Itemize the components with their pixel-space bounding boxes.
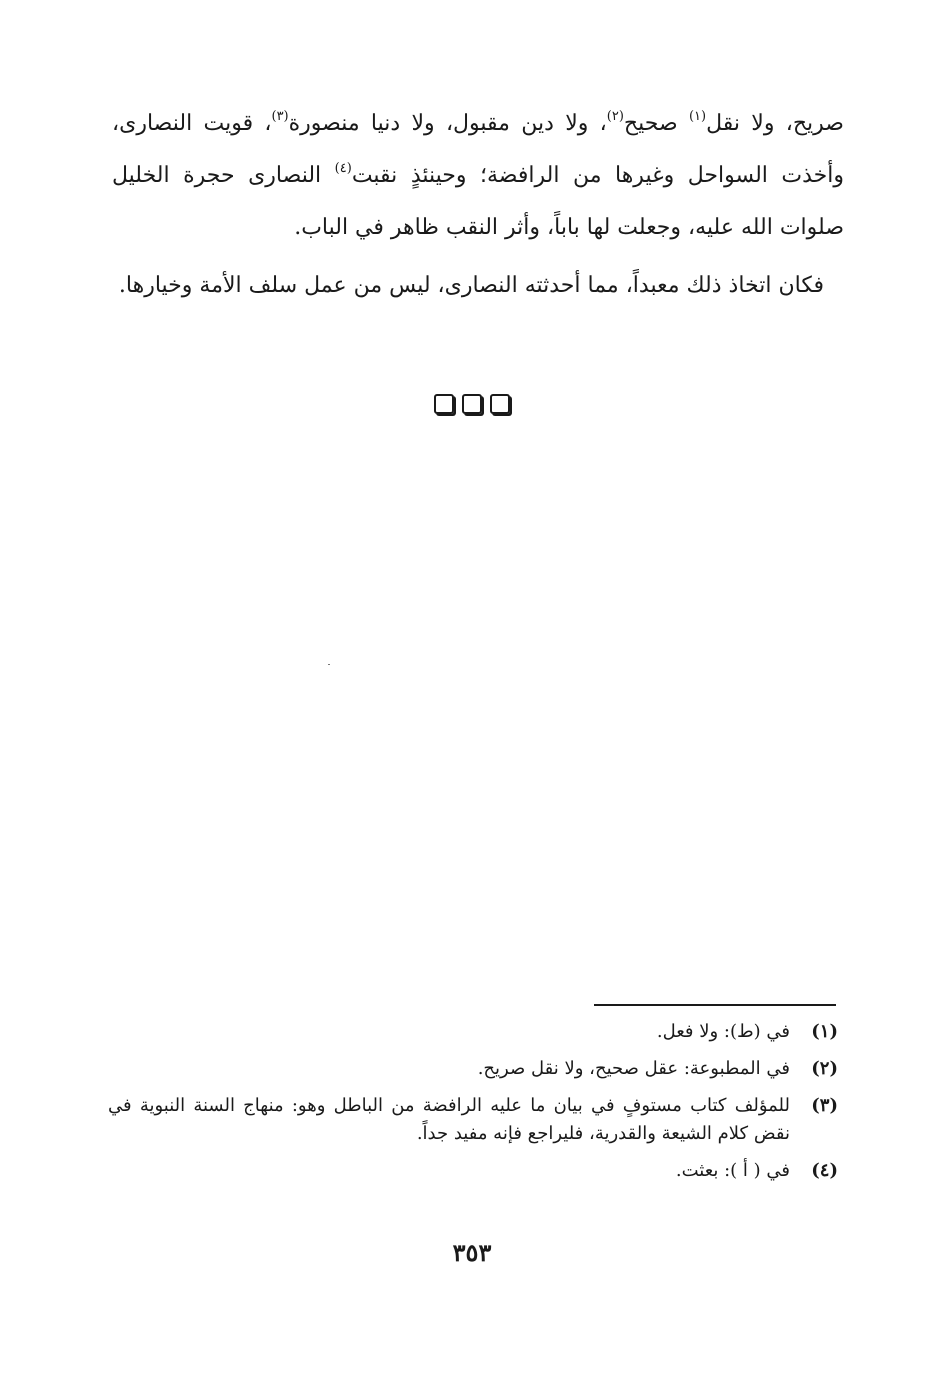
footnote-number: (١) <box>811 1021 838 1042</box>
footnote-2 <box>108 1055 838 1083</box>
footnote-text: في المطبوعة: عقل صحيح، ولا نقل صريح. <box>477 1058 790 1079</box>
footnote-text: في ( أ ): بعثت. <box>675 1160 790 1181</box>
section-separator <box>0 394 944 418</box>
footnote-ref-2[interactable]: (٢) <box>606 109 624 124</box>
footnote-3 <box>108 1092 838 1148</box>
footnote-number: (٢) <box>811 1058 838 1079</box>
footnote-4 <box>108 1157 838 1185</box>
scan-speck <box>328 664 330 665</box>
text-segment: صحيح <box>623 111 689 136</box>
footnote-number: (٣) <box>811 1095 838 1116</box>
footnote-ref-3[interactable]: (٣) <box>271 109 289 124</box>
text-segment: ، قويت النصارى، وأخذت السواحل وغيرها من الرافضة؛ وحينئذٍ نقبت <box>112 111 845 188</box>
text-segment: ، ولا دين مقبول، ولا دنيا منصورة <box>288 111 607 136</box>
footnote-text: في (ط): ولا فعل. <box>656 1021 790 1042</box>
footnote-ref-1[interactable]: (١) <box>688 109 707 124</box>
footnote-1 <box>108 1018 838 1046</box>
square-ornament-icon <box>490 394 510 414</box>
main-text <box>112 98 844 312</box>
footnote-number: (٤) <box>811 1160 838 1181</box>
footnote-text: للمؤلف كتاب مستوفٍ في بيان ما عليه الرافضة من الباطل وهو: منهاج السنة النبوية في نقض كلام الشيعة والقدرية، فليراجع فإنه مفيد جداً. <box>108 1095 790 1144</box>
page-number: ٣٥٣ <box>452 1238 492 1267</box>
text-segment: النصارى حجرة الخليل صلوات الله عليه، وجعلت لها باباً، وأثر النقب ظاهر في الباب. <box>112 163 844 240</box>
paragraph-2: فكان اتخاذ ذلك معبداً، مما أحدثته النصارى، ليس من عمل سلف الأمة وخيارها. <box>118 273 824 298</box>
text-segment: صريح، ولا نقل <box>706 111 844 136</box>
paragraph-1 <box>112 98 844 254</box>
square-ornament-icon <box>462 394 482 414</box>
footnotes <box>108 1018 838 1194</box>
square-ornament-icon <box>434 394 454 414</box>
footnote-ref-4[interactable]: (٤) <box>334 161 352 176</box>
footnote-divider <box>594 1004 836 1006</box>
